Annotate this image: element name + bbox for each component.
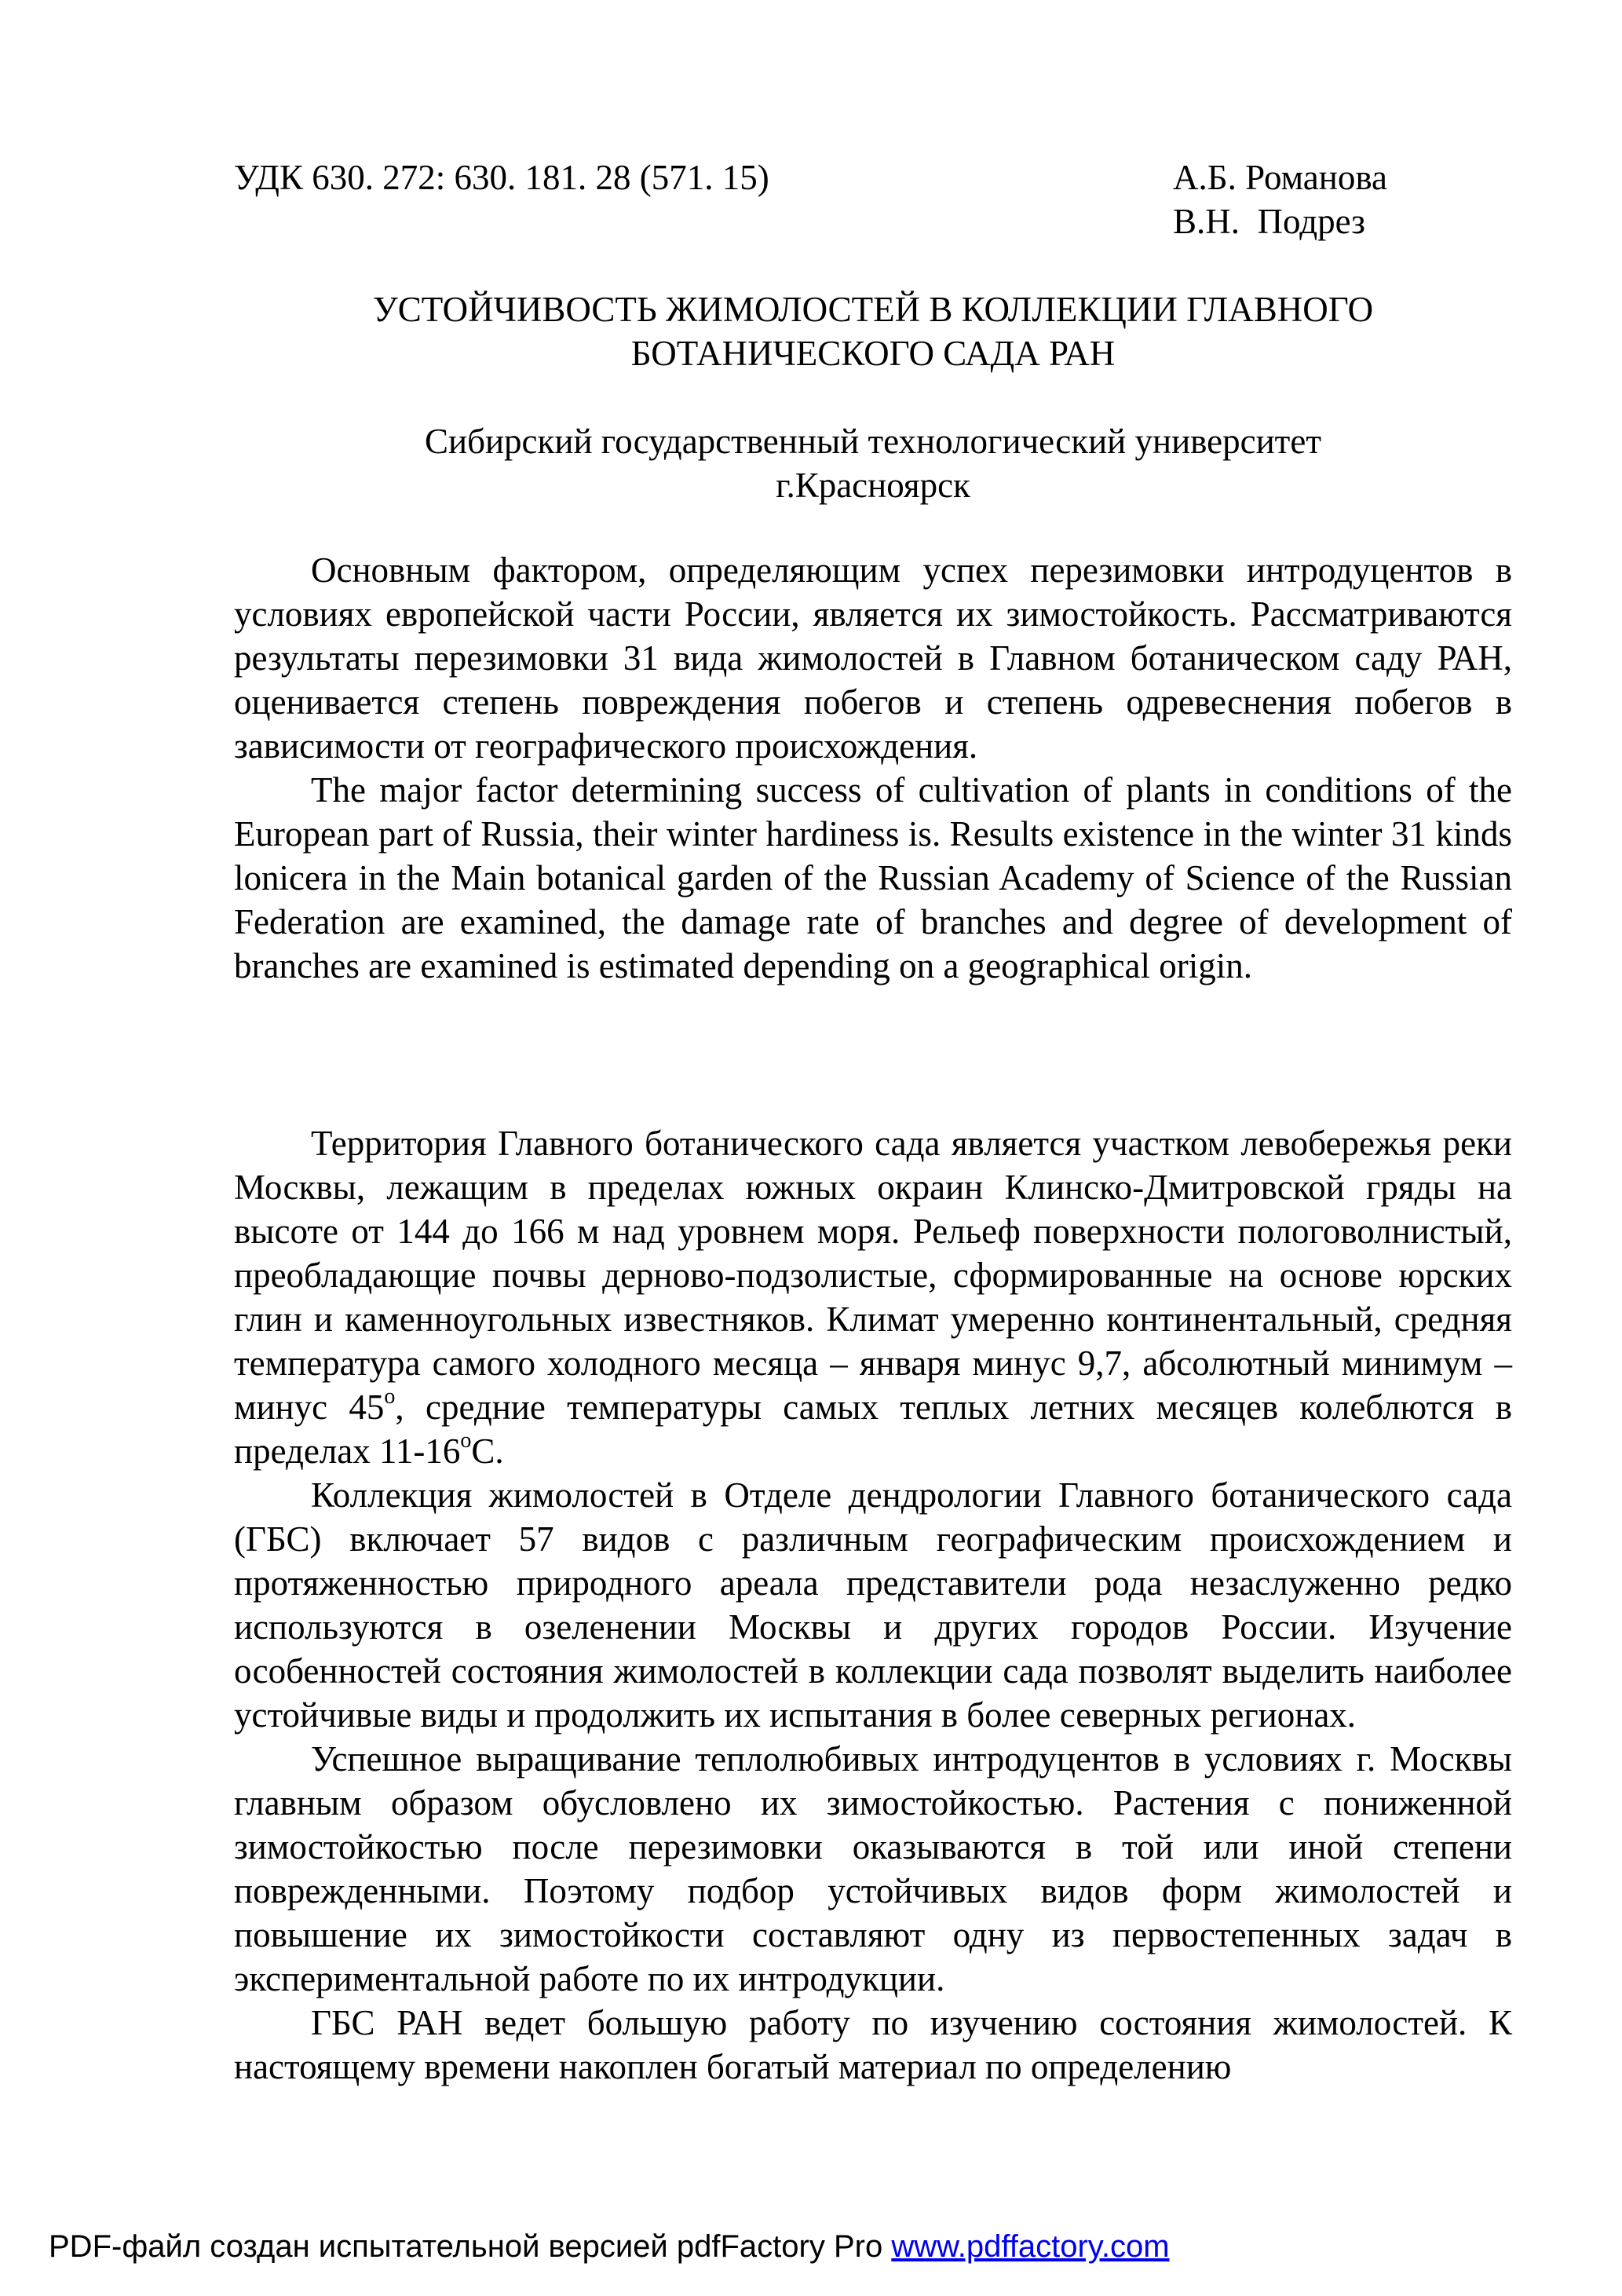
abstract-en: The major factor determining success of cultivation of plants in conditions of the European part of Russia, their winter hardiness is. Results existence in the winter 31 kinds lonicera in the Main botanical garden of the Russian Academy of Science of the Russian Federation are examined, the damage rate of branches and degree of development of branches are examined is estimated depending on a geographical origin. bbox=[234, 770, 1512, 985]
footer-text: PDF-файл создан испытательной версией pdfFactory Pro bbox=[49, 2229, 892, 2264]
header-row bbox=[234, 155, 1512, 250]
body-paragraph-3: Успешное выращивание теплолюбивых интродуцентов в условиях г. Москвы главным образом обусловлено их зимостойкостью. Растения с пониженной зимостойкостью после перезимовки оказываются в той или иной степени поврежденными. Поэтому подбор устойчивых видов форм жимолостей и повышение их зимостойкости составляют одну из первостепенных задач в экспериментальной работе по их интродукции. bbox=[234, 1739, 1512, 1998]
p1-text-a: Территория Главного ботанического сада является участком левобережья реки Москвы, лежащим в пределах южных окраин Клинско-Дмитровской гряды на высоте от 144 до 166 м над уровнем моря. Рельеф поверхности пологоволнистый, преобладающие почвы дерново-подзолистые, сформированные на основе юрских глин и каменноугольных известняков. Климат умеренно континентальный, средняя температура самого холодного месяца – января минус 9,7, абсолютный минимум – минус 45 bbox=[234, 1124, 1512, 1427]
paper-title bbox=[234, 287, 1512, 375]
title-line-1: УСТОЙЧИВОСТЬ ЖИМОЛОСТЕЙ В КОЛЛЕКЦИИ ГЛАВНОГО bbox=[372, 290, 1374, 329]
body-paragraph-4: ГБС РАН ведет большую работу по изучению состояния жимолостей. К настоящему времени накоплен богатый материал по определению bbox=[234, 2003, 1512, 2086]
abstract-ru: Основным фактором, определяющим успех перезимовки интродуцентов в условиях европейской части России, является их зимостойкость. Рассматриваются результаты перезимовки 31 вида жимолостей в Главном ботаническом саду РАН, оценивается степень повреждения побегов и степень одревеснения побегов в зависимости от географического происхождения. bbox=[234, 550, 1512, 766]
udk-code: УДК 630. 272: 630. 181. 28 (571. 15) bbox=[234, 158, 769, 197]
p1-text-c: С. bbox=[471, 1431, 504, 1471]
affiliation-line-1: Сибирский государственный технологический университет bbox=[424, 422, 1321, 461]
affiliation-line-2: г.Красноярск bbox=[776, 466, 970, 505]
title-line-2: БОТАНИЧЕСКОГО САДА РАН bbox=[630, 334, 1116, 373]
affiliation bbox=[234, 419, 1512, 507]
authors bbox=[1173, 155, 1387, 243]
body-paragraph-2: Коллекция жимолостей в Отделе дендрологии Главного ботанического сада (ГБС) включает 57 видов с различным географическим происхождением и протяженностью природного ареала представители рода незаслуженно редко используются в озеленении Москвы и других городов России. Изучение особенностей состояния жимолостей в коллекции сада позволят выделить наиболее устойчивые виды и продолжить их испытания в более северных регионах. bbox=[234, 1475, 1512, 1735]
degree-sup-1: о bbox=[384, 1384, 396, 1409]
p1-text-b: , средние температуры самых теплых летних месяцев колеблются в пределах 11-16 bbox=[234, 1387, 1512, 1471]
author-2: В.Н. Подрез bbox=[1173, 202, 1365, 241]
degree-sup-2: о bbox=[460, 1428, 472, 1453]
body-text bbox=[234, 1121, 1512, 2089]
body-paragraph-1 bbox=[234, 1121, 1512, 1473]
abstract bbox=[234, 548, 1512, 988]
pdf-footer bbox=[49, 2227, 1170, 2266]
footer-link[interactable]: www.pdffactory.com bbox=[891, 2229, 1170, 2264]
author-1: А.Б. Романова bbox=[1173, 158, 1387, 197]
